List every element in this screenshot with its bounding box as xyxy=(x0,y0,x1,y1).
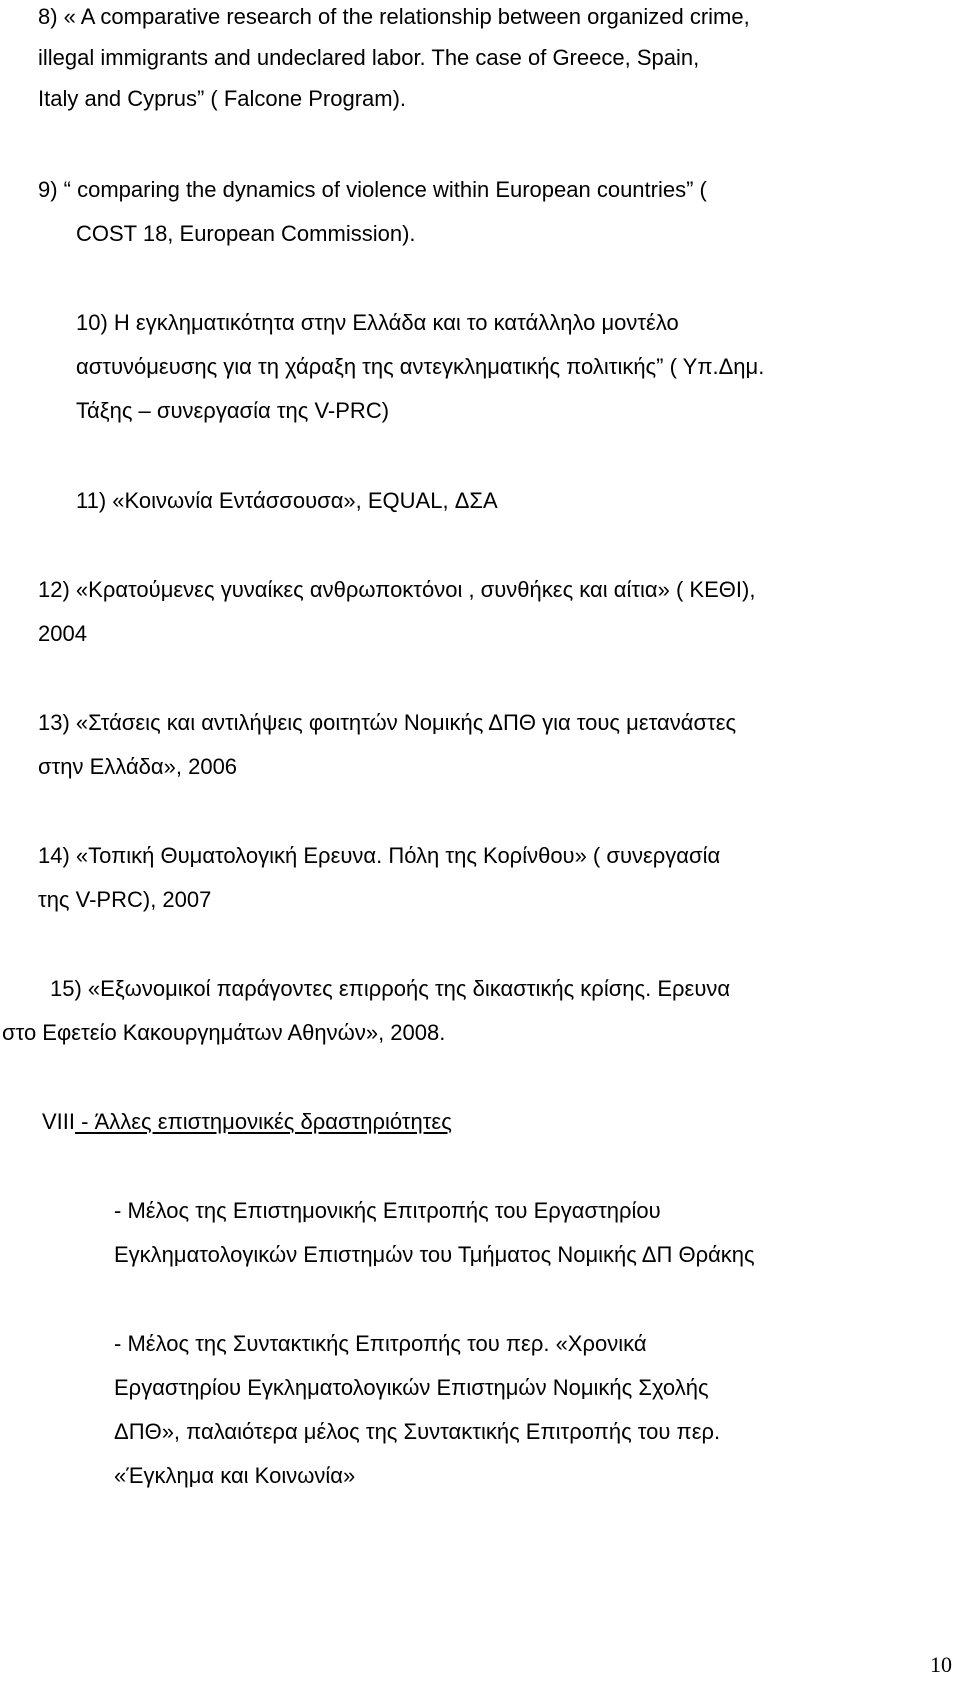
item-13-line-1: 13) «Στάσεις και αντιλήψεις φοιτητών Νομικής ΔΠΘ για τους μετανάστες xyxy=(38,710,737,735)
item-8-line-3: Italy and Cyprus” ( Falcone Program). xyxy=(38,86,407,111)
item-10-line-3: Τάξης – συνεργασία της V-PRC) xyxy=(76,398,390,423)
activity-2-line-1: - Μέλος της Συντακτικής Επιτροπής του περ. «Χρονικά xyxy=(114,1331,647,1356)
activity-2-line-2: Εργαστηρίου Εγκληματολογικών Επιστημών Νομικής Σχολής xyxy=(114,1375,709,1400)
section-heading xyxy=(42,1107,452,1137)
item-8-line-2: illegal immigrants and undeclared labor. The case of Greece, Spain, xyxy=(38,45,700,70)
item-12-line-2: 2004 xyxy=(38,621,87,646)
activity-1-line-1: - Μέλος της Επιστημονικής Επιτροπής του Εργαστηρίου xyxy=(114,1198,661,1223)
item-15-line-1: 15) «Εξωνομικοί παράγοντες επιρροής της δικαστικής κρίσης. Ερευνα xyxy=(50,976,731,1001)
item-14-line-2: της V-PRC), 2007 xyxy=(38,887,212,912)
item-15-line-2: στο Εφετείο Κακουργημάτων Αθηνών», 2008. xyxy=(2,1020,446,1045)
activity-2-line-3: ΔΠΘ», παλαιότερα μέλος της Συντακτικής Επιτροπής του περ. xyxy=(114,1419,721,1444)
item-8-line-1: 8) « A comparative research of the relationship between organized crime, xyxy=(38,4,750,29)
item-9-line-2: COST 18, European Commission). xyxy=(76,221,416,246)
item-11-line-1: 11) «Κοινωνία Εντάσσουσα», EQUAL, ΔΣΑ xyxy=(76,488,498,513)
item-9-line-1: 9) “ comparing the dynamics of violence within European countries” ( xyxy=(38,177,707,202)
item-10-line-1: 10) Η εγκληματικότητα στην Ελλάδα και το κατάλληλο μοντέλο xyxy=(76,310,679,335)
page-number: 10 xyxy=(930,1652,952,1677)
section-title: - Άλλες επιστημονικές δραστηριότητες xyxy=(75,1109,452,1134)
item-10-line-2: αστυνόμευσης για τη χάραξη της αντεγκληματικής πολιτικής” ( Υπ.Δημ. xyxy=(76,354,765,379)
item-14-line-1: 14) «Τοπική Θυματολογική Ερευνα. Πόλη της Κορίνθου» ( συνεργασία xyxy=(38,843,721,868)
activity-2-line-4: «Έγκλημα και Κοινωνία» xyxy=(114,1463,356,1488)
section-numeral: VIII xyxy=(42,1109,76,1134)
item-12-line-1: 12) «Κρατούμενες γυναίκες ανθρωποκτόνοι , συνθήκες και αίτια» ( ΚΕΘΙ), xyxy=(38,577,756,602)
item-13-line-2: στην Ελλάδα», 2006 xyxy=(38,754,238,779)
activity-1-line-2: Εγκληματολογικών Επιστημών του Τμήματος Νομικής ΔΠ Θράκης xyxy=(114,1242,755,1267)
